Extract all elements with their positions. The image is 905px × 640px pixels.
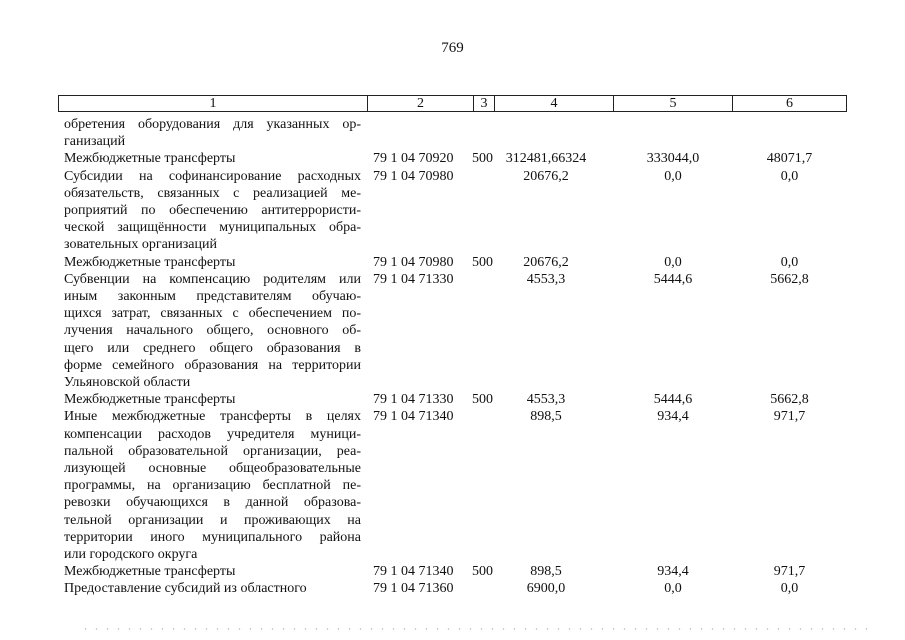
row-value-col6: 0,0 <box>780 168 799 184</box>
row-value-col6: 48071,7 <box>766 151 813 167</box>
row-name-line: роприятий по обеспечению антитеррористи- <box>64 202 361 218</box>
row-name-line: зовательных организаций <box>64 237 217 253</box>
row-name <box>64 271 361 391</box>
row-code: 79 1 04 71340 <box>373 409 454 425</box>
row-name-line: тельной организации и проживающих на <box>64 512 361 528</box>
row-name-line: Субсидии на софинансирование расходных <box>64 168 361 184</box>
row-name-line: ганизаций <box>64 134 126 150</box>
row-value-col6: 5662,8 <box>770 271 809 287</box>
row-value-col4: 20676,2 <box>523 254 569 270</box>
row-name-line: Межбюджетные трансферты <box>64 254 236 270</box>
row-vr: 500 <box>472 392 493 408</box>
row-name-line: Ульяновской области <box>64 374 191 390</box>
row-name-line: лучения начального общего, основного об- <box>64 323 361 339</box>
table-row <box>0 150 905 167</box>
scan-bottom-edge <box>80 628 870 630</box>
row-value-col5: 934,4 <box>657 564 689 580</box>
row-value-col4: 4553,3 <box>526 392 566 408</box>
row-name-line: иным законным представителям обучаю- <box>64 288 361 304</box>
row-code: 79 1 04 71330 <box>373 392 454 408</box>
row-vr: 500 <box>472 151 493 167</box>
row-name <box>64 580 361 597</box>
row-name <box>64 563 361 580</box>
row-value-col5: 0,0 <box>664 254 682 270</box>
table-row <box>0 254 905 271</box>
row-name-line: ческой защищённости муниципальных обра- <box>64 220 361 236</box>
row-value-col5: 0,0 <box>664 581 682 597</box>
row-name-line: Межбюджетные трансферты <box>64 564 236 580</box>
row-value-col5: 0,0 <box>664 168 682 184</box>
row-name-line: обретения оборудования для указанных ор- <box>64 117 361 132</box>
row-name-line: или городского округа <box>64 546 198 562</box>
table-row <box>0 271 905 391</box>
row-name <box>64 168 361 254</box>
row-value-col4: 312481,66324 <box>505 151 587 167</box>
row-value-col5: 5444,6 <box>653 392 693 408</box>
row-name-line: щихся затрат, связанных с обеспечением по- <box>64 306 361 322</box>
row-name-line: Межбюджетные трансферты <box>64 151 236 167</box>
row-name-line: лизующей основные общеобразовательные <box>64 460 361 476</box>
header-col-5: 5 <box>614 96 733 111</box>
row-name-line: Предоставление субсидий из областного <box>64 581 307 597</box>
row-code: 79 1 04 71360 <box>373 581 454 597</box>
row-name-line: территории иного муниципального района <box>64 529 361 545</box>
page-number: 769 <box>441 40 464 56</box>
row-name-line: форме семейного образования на территории <box>64 357 361 373</box>
row-name <box>64 254 361 271</box>
row-name <box>64 150 361 167</box>
row-name-line: пальной образовательной организации, реа- <box>64 443 361 459</box>
table-row <box>0 408 905 563</box>
row-name-line: компенсации расходов учредителя муници- <box>64 426 361 442</box>
row-name-line: Иные межбюджетные трансферты в целях <box>64 409 361 425</box>
row-code: 79 1 04 70920 <box>373 151 454 167</box>
table-row <box>0 580 905 597</box>
header-col-2: 2 <box>368 96 474 111</box>
row-vr: 500 <box>472 564 493 580</box>
row-code: 79 1 04 71340 <box>373 564 454 580</box>
row-code: 79 1 04 70980 <box>373 168 454 184</box>
header-col-6: 6 <box>786 96 793 111</box>
table-row <box>0 563 905 580</box>
row-name-line: щего или среднего общего образования в <box>64 340 361 356</box>
row-value-col5: 5444,6 <box>653 271 693 287</box>
row-value-col4: 6900,0 <box>526 581 566 597</box>
row-value-col5: 934,4 <box>657 409 689 425</box>
header-col-1: 1 <box>59 96 368 111</box>
row-name-line: программы, на организацию бесплатной пе- <box>64 478 361 494</box>
row-code: 79 1 04 70980 <box>373 254 454 270</box>
row-value-col5: 333044,0 <box>646 151 700 167</box>
row-value-col6: 0,0 <box>780 581 799 597</box>
row-value-col4: 20676,2 <box>523 168 569 184</box>
table-header-row <box>58 95 847 112</box>
row-name <box>64 408 361 563</box>
row-name <box>64 391 361 408</box>
row-name <box>64 116 361 150</box>
row-value-col4: 898,5 <box>530 564 562 580</box>
row-vr: 500 <box>472 254 493 270</box>
row-name-line: Субвенции на компенсацию родителям или <box>64 271 361 287</box>
table-row <box>0 391 905 408</box>
row-value-col6: 0,0 <box>780 254 799 270</box>
header-col-4: 4 <box>495 96 614 111</box>
row-name-line: обязательств, связанных с реализацией ме- <box>64 185 361 201</box>
row-value-col4: 4553,3 <box>526 271 566 287</box>
row-value-col6: 5662,8 <box>770 392 809 408</box>
header-col-3: 3 <box>474 96 495 111</box>
row-code: 79 1 04 71330 <box>373 271 454 287</box>
row-value-col6: 971,7 <box>773 564 806 580</box>
row-value-col6: 971,7 <box>773 409 806 425</box>
row-name-line: Межбюджетные трансферты <box>64 392 236 408</box>
row-value-col4: 898,5 <box>530 409 562 425</box>
table-row <box>0 168 905 254</box>
table-row <box>0 116 905 150</box>
row-name-line: ревозки обучающихся в данной образова- <box>64 495 361 511</box>
